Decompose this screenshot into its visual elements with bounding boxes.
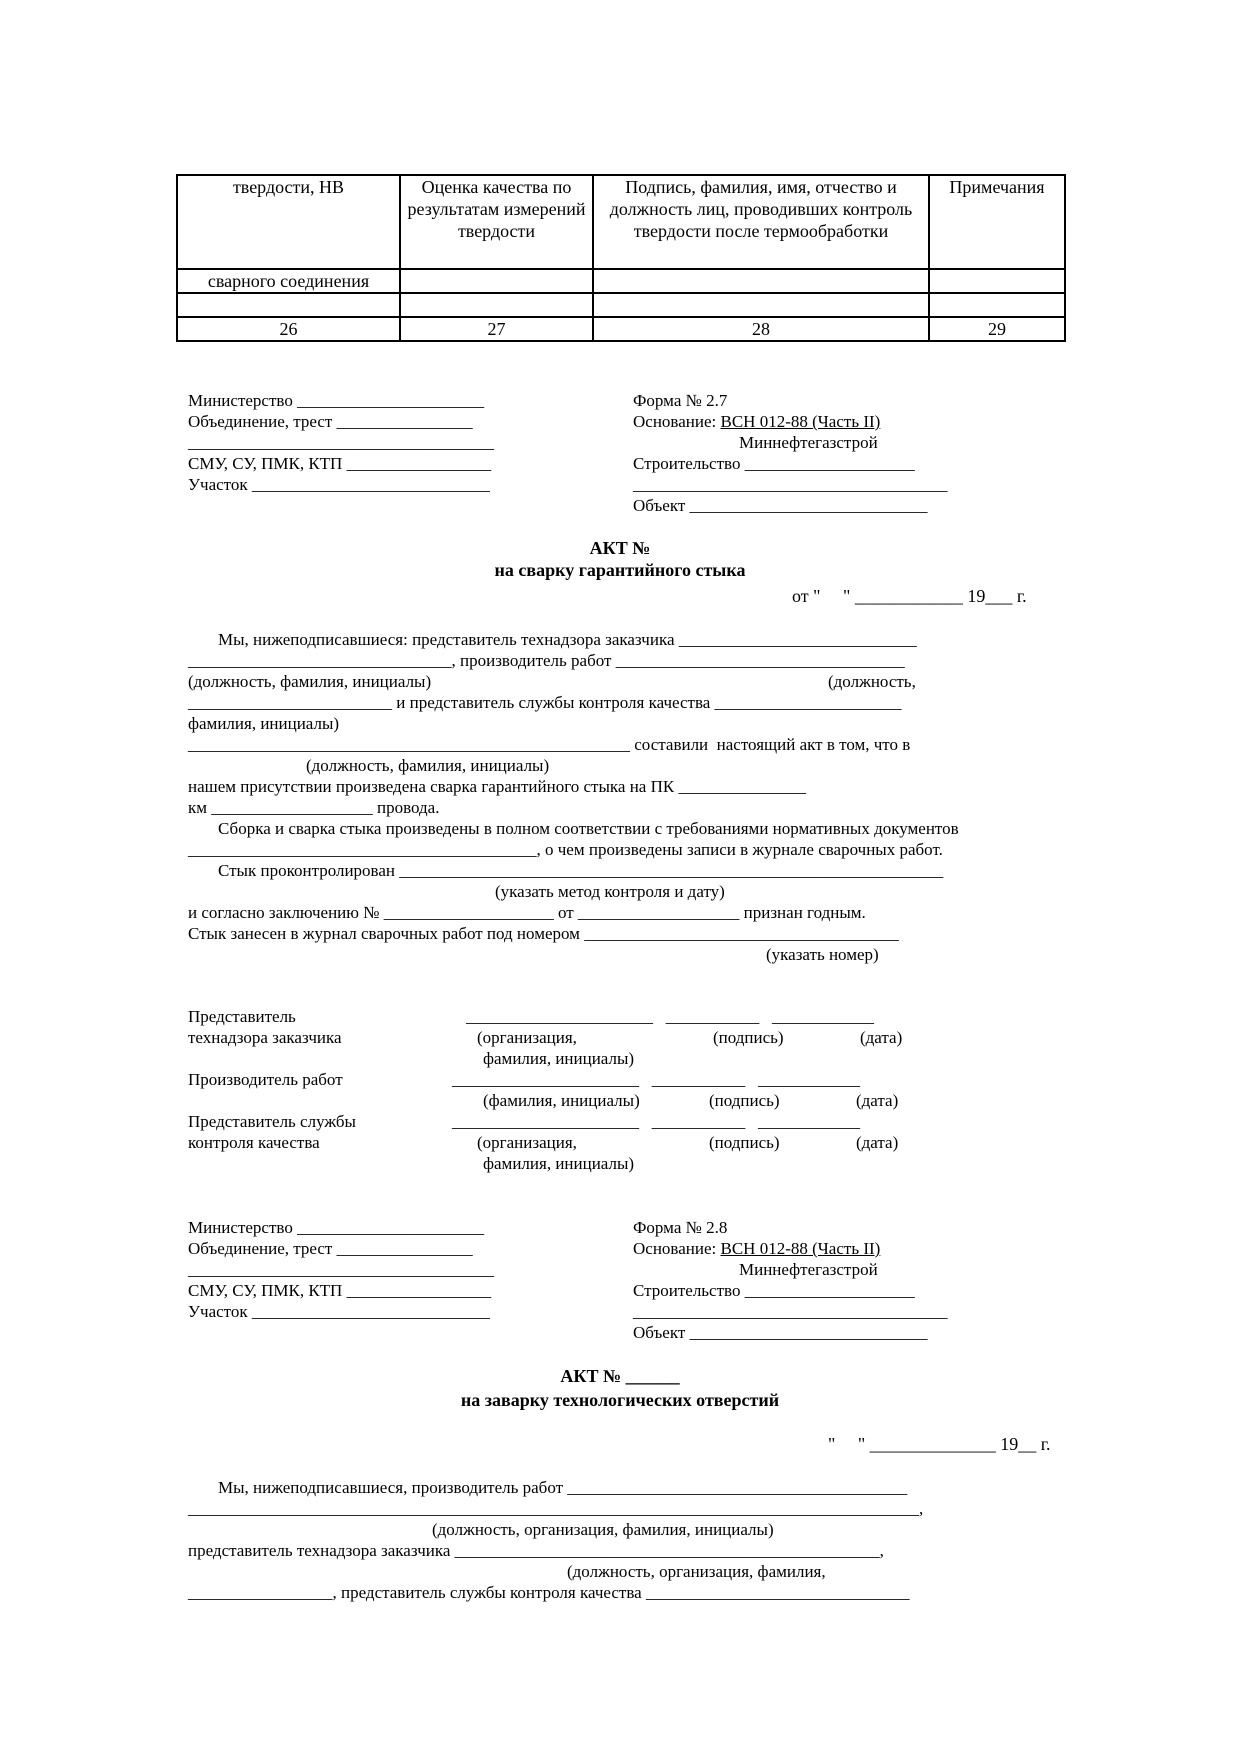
- signature-caption: (фамилия, инициалы): [483, 1091, 640, 1110]
- body-line: и согласно заключению № ____________________ от ___________________ признан годным.: [188, 903, 866, 922]
- cell-empty: [929, 293, 1065, 317]
- form-number: Форма № 2.8: [633, 1218, 728, 1237]
- body-line: Стык проконтролирован ________________________________________________________________: [218, 861, 944, 880]
- body-caption: (должность,: [828, 672, 916, 691]
- body-line: км ___________________ провода.: [188, 798, 440, 817]
- ministry-line: Министерство ______________________: [188, 391, 485, 410]
- section-line: Участок ____________________________: [188, 1302, 490, 1321]
- body-line: _________________, представитель службы контроля качества _______________________________: [188, 1583, 910, 1602]
- cell-empty: [400, 293, 593, 317]
- section-line: Участок ____________________________: [188, 475, 490, 494]
- blank-line: ____________________________________: [188, 1260, 494, 1279]
- body-caption: (указать метод контроля и дату): [495, 882, 725, 901]
- act-subtitle: на сварку гарантийного стыка: [494, 560, 746, 580]
- ministry-line: Министерство ______________________: [188, 1218, 485, 1237]
- header-hardness: твердости, НВ: [177, 175, 400, 269]
- column-number: 26: [177, 317, 400, 341]
- act-date: от " " ____________ 19___ г.: [792, 586, 1027, 606]
- body-line: нашем присутствии произведена сварка гарантийного стыка на ПК _______________: [188, 777, 806, 796]
- body-line: Стык занесен в журнал сварочных работ под номером _____________________________________: [188, 924, 899, 943]
- construction-line: Строительство ____________________: [633, 454, 915, 473]
- basis-line: [633, 1239, 880, 1259]
- association-line: Объединение, трест ________________: [188, 1239, 473, 1258]
- cell-empty: [400, 269, 593, 293]
- signature-caption: (подпись): [709, 1133, 780, 1152]
- signature-line: ______________________ ___________ ____________: [466, 1007, 874, 1026]
- signature-caption: (подпись): [713, 1028, 784, 1047]
- signature-caption: фамилия, инициалы): [483, 1049, 635, 1068]
- object-line: Объект ____________________________: [633, 1323, 928, 1342]
- body-caption: фамилия, инициалы): [188, 714, 340, 733]
- signature-caption: (подпись): [709, 1091, 780, 1110]
- column-number: 29: [929, 317, 1065, 341]
- act-date: " " ______________ 19__ г.: [828, 1434, 1051, 1454]
- header-signature: Подпись, фамилия, имя, отчество и должность лиц, проводивших контроль твердости после термообработки: [593, 175, 929, 269]
- body-line: Мы, нижеподписавшиеся, производитель работ ________________________________________: [218, 1478, 908, 1497]
- act-subtitle: на заварку технологических отверстий: [460, 1390, 780, 1410]
- smu-line: СМУ, СУ, ПМК, КТП _________________: [188, 454, 492, 473]
- construction-line: Строительство ____________________: [633, 1281, 915, 1300]
- body-line: ____________________________________________________ составили настоящий акт в том, что в: [188, 735, 911, 754]
- cell-empty: [593, 269, 929, 293]
- form-number: Форма № 2.7: [633, 391, 728, 410]
- signer-label: Представитель службы: [188, 1112, 356, 1131]
- signature-caption: (дата): [856, 1091, 899, 1110]
- blank-line: _____________________________________: [633, 1302, 948, 1321]
- signature-line: ______________________ ___________ ____________: [452, 1112, 860, 1131]
- body-caption: (должность, фамилия, инициалы): [188, 672, 432, 691]
- act-title: АКТ №: [589, 538, 651, 558]
- cell-empty: [177, 293, 400, 317]
- signature-line: ______________________ ___________ ____________: [452, 1070, 860, 1089]
- signer-label: контроля качества: [188, 1133, 320, 1152]
- body-line: Сборка и сварка стыка произведены в полном соответствии с требованиями нормативных документов: [218, 819, 959, 838]
- object-line: Объект ____________________________: [633, 496, 928, 515]
- signature-caption: (дата): [860, 1028, 903, 1047]
- column-number: 27: [400, 317, 593, 341]
- ministry-name: Миннефтегазстрой: [739, 1260, 878, 1279]
- smu-line: СМУ, СУ, ПМК, КТП _________________: [188, 1281, 492, 1300]
- body-caption: (должность, фамилия, инициалы): [306, 756, 550, 775]
- blank-line: ____________________________________: [188, 433, 494, 452]
- ministry-name: Миннефтегазстрой: [739, 433, 878, 452]
- column-number: 28: [593, 317, 929, 341]
- body-line: представитель технадзора заказчика __________________________________________________,: [188, 1541, 884, 1560]
- basis-label: Основание:: [633, 1239, 721, 1258]
- blank-line: _____________________________________: [633, 475, 948, 494]
- body-caption: (указать номер): [766, 945, 879, 964]
- header-quality: Оценка качества по результатам измерений твердости: [400, 175, 593, 269]
- act-title: АКТ № ______: [560, 1366, 680, 1386]
- cell-empty: [929, 269, 1065, 293]
- cell-empty: [593, 293, 929, 317]
- signature-caption: (организация,: [477, 1133, 577, 1152]
- basis-link[interactable]: ВСН 012-88 (Часть II): [720, 412, 881, 431]
- body-line: ________________________ и представитель службы контроля качества ______________________: [188, 693, 902, 712]
- cell-weld-joint: сварного соединения: [177, 269, 400, 293]
- body-line: ______________________________________________________________________________________,: [188, 1499, 924, 1518]
- header-notes: Примечания: [929, 175, 1065, 269]
- signer-label: Представитель: [188, 1007, 296, 1026]
- basis-line: [633, 412, 880, 432]
- signature-caption: (дата): [856, 1133, 899, 1152]
- basis-label: Основание:: [633, 412, 721, 431]
- signer-label: технадзора заказчика: [188, 1028, 342, 1047]
- hardness-table: [176, 174, 1066, 342]
- basis-link[interactable]: ВСН 012-88 (Часть II): [720, 1239, 881, 1258]
- signature-caption: фамилия, инициалы): [483, 1154, 635, 1173]
- body-caption: (должность, организация, фамилия, инициалы): [432, 1520, 774, 1539]
- body-line: _______________________________, производитель работ __________________________________: [188, 651, 905, 670]
- body-line: Мы, нижеподписавшиеся: представитель технадзора заказчика ____________________________: [218, 630, 917, 649]
- signer-label: Производитель работ: [188, 1070, 343, 1089]
- body-caption: (должность, организация, фамилия,: [567, 1562, 826, 1581]
- signature-caption: (организация,: [477, 1028, 577, 1047]
- association-line: Объединение, трест ________________: [188, 412, 473, 431]
- body-line: _________________________________________, о чем произведены записи в журнале сварочных работ.: [188, 840, 943, 859]
